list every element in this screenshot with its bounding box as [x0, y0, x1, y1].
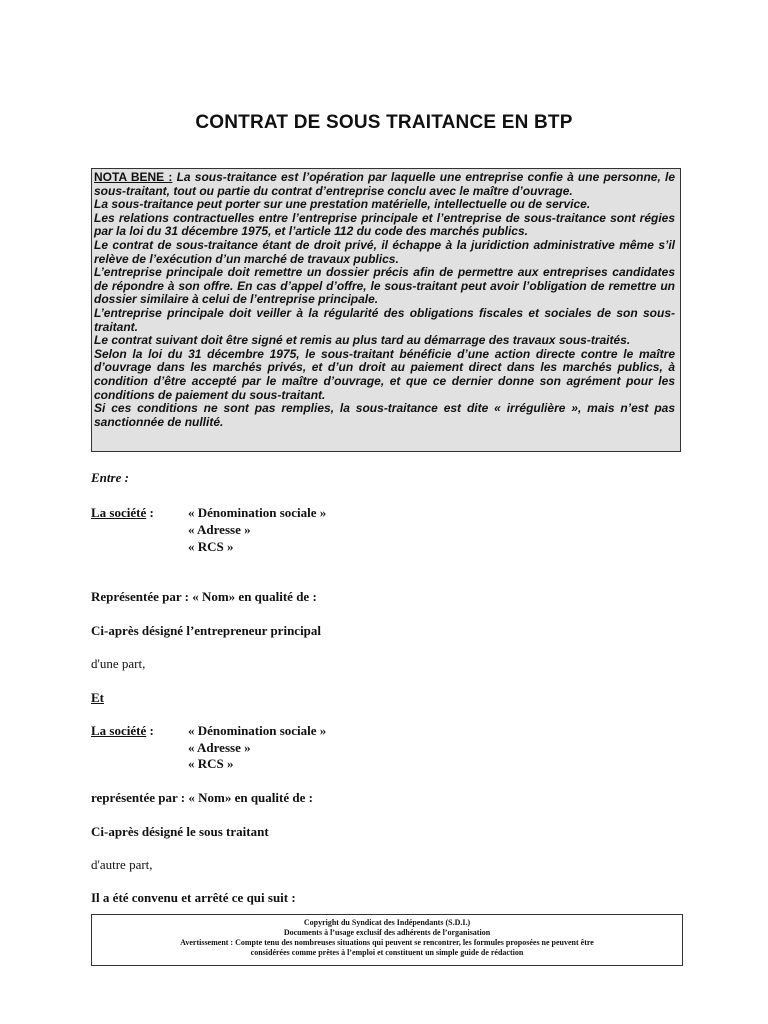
party2-rcs: « RCS » [188, 756, 234, 771]
party2-part: d'autre part, [91, 857, 153, 872]
nota-bene-intro-text: La sous-traitance est l’opération par laquelle une entreprise confie à une personne, le sous-traitant, tout ou partie du contrat d’entreprise conclu avec le maître d’ouvrage. [94, 170, 676, 198]
party2-societe: La société [91, 723, 147, 738]
party1-represented: Représentée par : « Nom» en qualité de : [91, 589, 317, 604]
party2-denomination: « Dénomination sociale » [188, 723, 327, 738]
party1-designation: Ci-après désigné l’entrepreneur principal [91, 623, 322, 638]
party1-societe: La société [91, 505, 147, 520]
footer-warning-cont: considérées comme prêtes à l’emploi et constituent un simple guide de rédaction [250, 948, 524, 957]
footer-copyright: Copyright du Syndicat des Indépendants (S.D.I.) [303, 918, 471, 927]
party1-colon: : [146, 505, 154, 520]
footer-usage: Documents à l’usage exclusif des adhérents de l’organisation [283, 928, 491, 937]
nota-bene-paragraph: L’entreprise principale doit veiller à la régularité des obligations fiscales et sociales de son sous-traitant. [94, 305, 675, 334]
party2-represented: représentée par : « Nom» en qualité de : [91, 790, 313, 805]
nota-bene-label: NOTA BENE : [94, 170, 173, 184]
party2-adresse: « Adresse » [188, 740, 251, 755]
entre-label: Entre : [91, 470, 129, 485]
party2-label [91, 723, 154, 739]
party1-adresse: « Adresse » [188, 522, 251, 537]
nota-bene-intro [94, 171, 675, 198]
nota-bene-paragraph: Si ces conditions ne sont pas remplies, la sous-traitance est dite « irrégulière », mais n’est pas sanctionnée de nullité. [94, 401, 675, 429]
party1-label [91, 505, 154, 521]
footer-warning: Avertissement : Compte tenu des nombreuses situations qui peuvent se rencontrer, les formules proposées ne peuvent être [180, 938, 594, 947]
nota-bene-paragraph: Les relations contractuelles entre l’entreprise principale et l’entreprise de sous-traitance sont régies par la loi du 31 décembre 1975, et l’article 112 du code des marchés publics. [94, 210, 675, 239]
party1-part: d'une part, [91, 656, 146, 671]
nota-bene-paragraph: La sous-traitance peut porter sur une prestation matérielle, intellectuelle ou de service. [94, 197, 591, 212]
party1-denomination: « Dénomination sociale » [188, 505, 327, 520]
nota-bene-paragraph: Selon la loi du 31 décembre 1975, le sous-traitant bénéficie d’une action directe contre le maître d’ouvrage dans les marchés privés, et d’un droit au paiement direct dans les marchés publics, à condition d’être accepté par le maître d’ouvrage, et que ce dernier donne son agrément pour les conditions de paiement du sous-traitant. [94, 346, 675, 402]
nota-bene-paragraph: L’entreprise principale doit remettre un dossier précis afin de permettre aux entreprises candidates de répondre à son offre. En cas d’appel d’offre, le sous-traitant peut avoir l’obligation de remettre un dossier similaire à celui de l’entreprise principale. [94, 265, 675, 307]
party1-rcs: « RCS » [188, 539, 234, 554]
et-label: Et [91, 690, 104, 705]
nota-bene-box [91, 168, 681, 452]
copyright-footer [91, 914, 683, 966]
document-title: CONTRAT DE SOUS TRAITANCE EN BTP [195, 112, 573, 133]
party2-colon: : [146, 723, 154, 738]
nota-bene-paragraph: Le contrat de sous-traitance étant de droit privé, il échappe à la juridiction administrative même s’il relève de l’exécution d’un marché de travaux publics. [94, 237, 675, 266]
convenu-text: Il a été convenu et arrêté ce qui suit : [91, 890, 296, 905]
party2-designation: Ci-après désigné le sous traitant [91, 824, 269, 839]
nota-bene-paragraph: Le contrat suivant doit être signé et remis au plus tard au démarrage des travaux sous-traités. [94, 333, 631, 348]
